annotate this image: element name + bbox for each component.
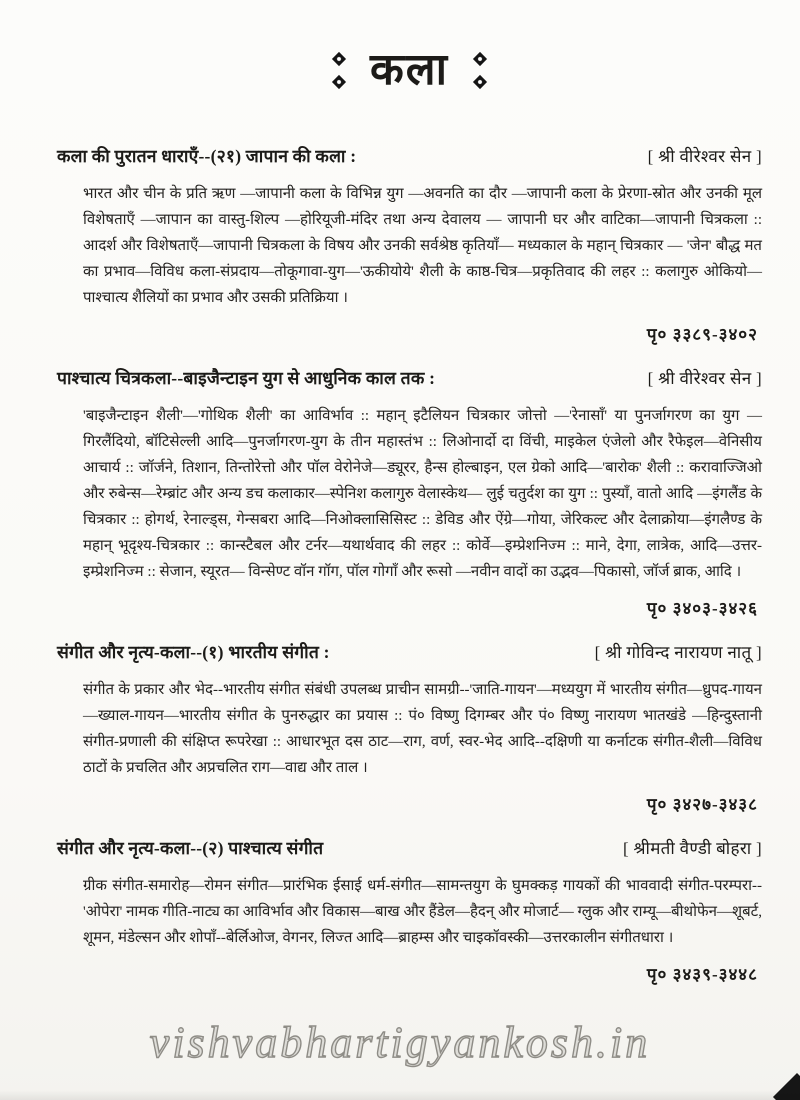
decorative-colon-right-icon bbox=[475, 54, 485, 87]
entry-heading-row bbox=[57, 366, 762, 390]
toc-entry-indian-music bbox=[57, 640, 762, 815]
entry-summary: ग्रीक संगीत-समारोह—रोमन संगीत—प्रारंभिक ईसाई धर्म-संगीत—सामन्तयुग के घुमक्कड़ गायकों की भाववादी संगीत-परम्परा--'ओपेरा' नामक गीति-नाट्य का आविर्भाव और विकास—बाख और हैंडेल—हैदन् और मोजार्ट— ग्लुक और राम्यू—बीथोफेन—शूबर्ट, शूमन, मंडेल्सन और शोपाँ--बेर्लिओज, वेगनर, लिज्त आदि—ब्राहम्स और चाइकॉवस्की—उत्तरकालीन संगीतधारा । bbox=[83, 878, 762, 946]
entry-author: [ श्री वीरेश्वर सेन ] bbox=[647, 369, 762, 388]
entry-page-range: पृ० ३३८९-३४०२ bbox=[646, 325, 758, 344]
entry-author: [ श्रीमती वैण्डी बोहरा ] bbox=[622, 839, 762, 858]
entry-title: संगीत और नृत्य-कला--(२) पाश्चात्य संगीत bbox=[57, 838, 324, 858]
entry-page-range: पृ० ३४२७-३४३८ bbox=[646, 795, 758, 814]
entry-page-range: पृ० ३४३९-३४४८ bbox=[646, 965, 758, 984]
decorative-colon-left-icon bbox=[334, 54, 344, 87]
toc-entry-western-music bbox=[57, 836, 762, 985]
scan-edge-shadow bbox=[0, 1090, 800, 1100]
page-title-text: कला bbox=[369, 45, 450, 94]
scan-corner-mark bbox=[773, 1073, 800, 1100]
entry-heading-row bbox=[57, 640, 762, 664]
entry-title: संगीत और नृत्य-कला--(१) भारतीय संगीत : bbox=[57, 642, 330, 662]
entry-summary: 'बाइजैन्टाइन शैली'—'गोथिक शैली' का आविर्भाव :: महान् इटैलियन चित्रकार जोत्तो —'रेनासाँ' या पुनर्जागरण का युग —गिरलैंदियो, बॉटिसेल्ली आदि—पुनर्जागरण-युग के तीन महास्तंभ :: लिओनार्दो दा विंची, माइकेल एंजेलो और रैफेइल—वेनिसीय आचार्य :: जॉर्जने, तिशान, तिन्तोरेत्तो और पॉल वेरोनेजे—ड्यूरर, हैन्स होल्बाइन, एल ग्रेको आदि—'बारोक' शैली :: करावाज्जिओ और रुबेन्स—रेम्ब्रांट और अन्य डच कलाकार—स्पेनिश कलागुरु वेलास्केथ— लुई चतुर्दश का युग :: पुस्याँ, वातो आदि —इंगलैंड के चित्रकार :: होगर्थ, रेनाल्ड्स, गेन्सबरा आदि—निओक्लासिसिस्ट :: डेविड और ऐंग्रे—गोया, जेरिकल्ट और देलाक्रोया—इंगलैण्ड के महान् भूदृश्य-चित्रकार :: कान्स्टैबल और टर्नर—यथार्थवाद की लहर :: कोर्वे—इम्प्रेशनिज्म :: माने, देगा, लात्रेक, आदि—उत्तर-इम्प्रेशनिज्म :: सेजान, स्यूरत— विन्सेण्ट वॉन गॉग, पॉल गोगाँ और रूसो —नवीन वादों का उद्भव—पिकासो, जॉर्ज ब्राक, आदि । bbox=[83, 408, 762, 580]
entry-author: [ श्री वीरेश्वर सेन ] bbox=[647, 147, 762, 166]
page-title bbox=[57, 45, 762, 94]
watermark-text: vishvabhartigyankosh.in bbox=[149, 1018, 651, 1067]
entry-summary: भारत और चीन के प्रति ऋण —जापानी कला के विभिन्न युग —अवनति का दौर —जापानी कला के प्रेरणा-स्रोत और उनकी मूल विशेषताएँ —जापान का वास्तु-शिल्प —होरियूजी-मंदिर तथा अन्य देवालय — जापानी घर और वाटिका—जापानी चित्रकला :: आदर्श और विशेषताएँ—जापानी चित्रकला के विषय और उनकी सर्वश्रेष्ठ कृतियाँ— मध्यकाल के महान् चित्रकार — 'जेन' बौद्ध मत का प्रभाव—विविध कला-संप्रदाय—तोकूगावा-युग—'ऊकीयोये' शैली के काष्ठ-चित्र—प्रकृतिवाद की लहर :: कलागुरु ओकियो—पाश्चात्य शैलियों का प्रभाव और उसकी प्रतिक्रिया । bbox=[83, 186, 762, 306]
entry-title: कला की पुरातन धाराएँ--(२१) जापान की कला : bbox=[57, 146, 357, 166]
entry-author: [ श्री गोविन्द नारायण नातू ] bbox=[594, 643, 762, 662]
toc-entry-japan-art bbox=[57, 144, 762, 345]
entry-heading-row bbox=[57, 144, 762, 168]
entry-heading-row bbox=[57, 836, 762, 860]
entry-page-range: पृ० ३४०३-३४२६ bbox=[646, 599, 758, 618]
toc-entry-western-painting bbox=[57, 366, 762, 619]
entry-summary: संगीत के प्रकार और भेद--भारतीय संगीत संबंधी उपलब्ध प्राचीन सामग्री--'जाति-गायन'—मध्ययुग में भारतीय संगीत—ध्रुपद-गायन—ख्याल-गायन—भारतीय संगीत के पुनरुद्धार का प्रयास :: पं० विष्णु दिगम्बर और पं० विष्णु नारायण भातखंडे —हिन्दुस्तानी संगीत-प्रणाली की संक्षिप्त रूपरेखा :: आधारभूत दस ठाट—राग, वर्ण, स्वर-भेद आदि--दक्षिणी या कर्नाटक संगीत-शैली—विविध ठाटों के प्रचलित और अप्रचलित राग—वाद्य और ताल । bbox=[83, 682, 762, 776]
entry-title: पाश्चात्य चित्रकला--बाइजैन्टाइन युग से आधुनिक काल तक : bbox=[57, 368, 436, 388]
